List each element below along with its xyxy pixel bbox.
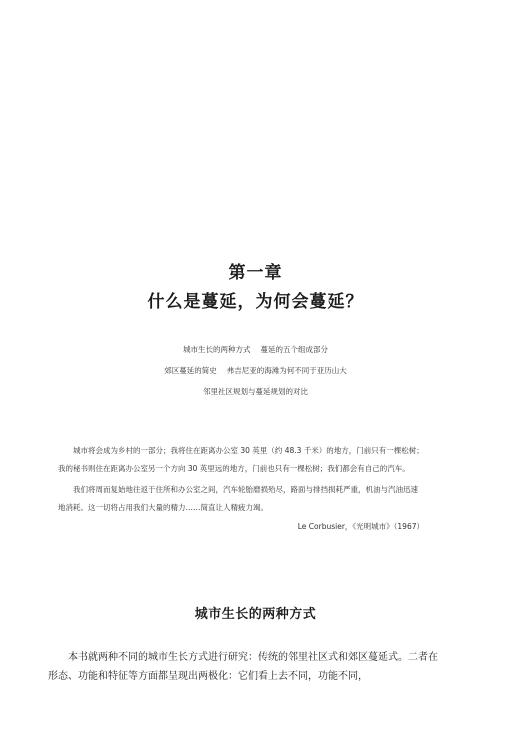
- toc-row: [0, 381, 511, 402]
- toc-item: 弗吉尼亚的海滩为何不同于亚历山大: [226, 366, 347, 375]
- epigraph-paragraph: 我们将周而复始地往返于住所和办公室之间，汽车轮胎磨损殆尽，路面与排挡损耗严重，机油与汽油迅速地消耗。这一切将占用我们大量的精力……简直让人精疲力竭。: [58, 485, 418, 512]
- section-heading: 城市生长的两种方式: [194, 607, 317, 622]
- chapter-title: 什么是蔓延，为何会蔓延？: [147, 292, 364, 312]
- toc-item: 蔓延的五个组成部分: [260, 345, 328, 354]
- toc-item: 郊区蔓延的简史: [164, 366, 217, 375]
- body-text: [48, 648, 444, 686]
- epigraph: [58, 442, 424, 536]
- toc-row: [0, 339, 511, 360]
- toc-item: 邻里社区规划与蔓延规划的对比: [203, 387, 308, 396]
- toc-row: [0, 360, 511, 381]
- epigraph-paragraph: 城市将会成为乡村的一部分；我将住在距离办公室 30 英里（约 48.3 千米）的地方，门前只有一棵松树；我的秘书则住在距离办公室另一个方向 30 英里远的地方，门前也只有一棵松树；我们都会有自己的汽车。: [58, 446, 424, 473]
- chapter-contents: [0, 339, 511, 402]
- body-paragraph: 本书就两种不同的城市生长方式进行研究：传统的邻里社区式和郊区蔓延式。二者在形态、功能和特征等方面都呈现出两极化：它们看上去不同，功能不同，: [48, 652, 438, 682]
- chapter-number: 第一章: [228, 263, 283, 283]
- epigraph-attribution: Le Corbusier，《光明城市》（1967）: [297, 522, 424, 532]
- toc-item: 城市生长的两种方式: [183, 345, 251, 354]
